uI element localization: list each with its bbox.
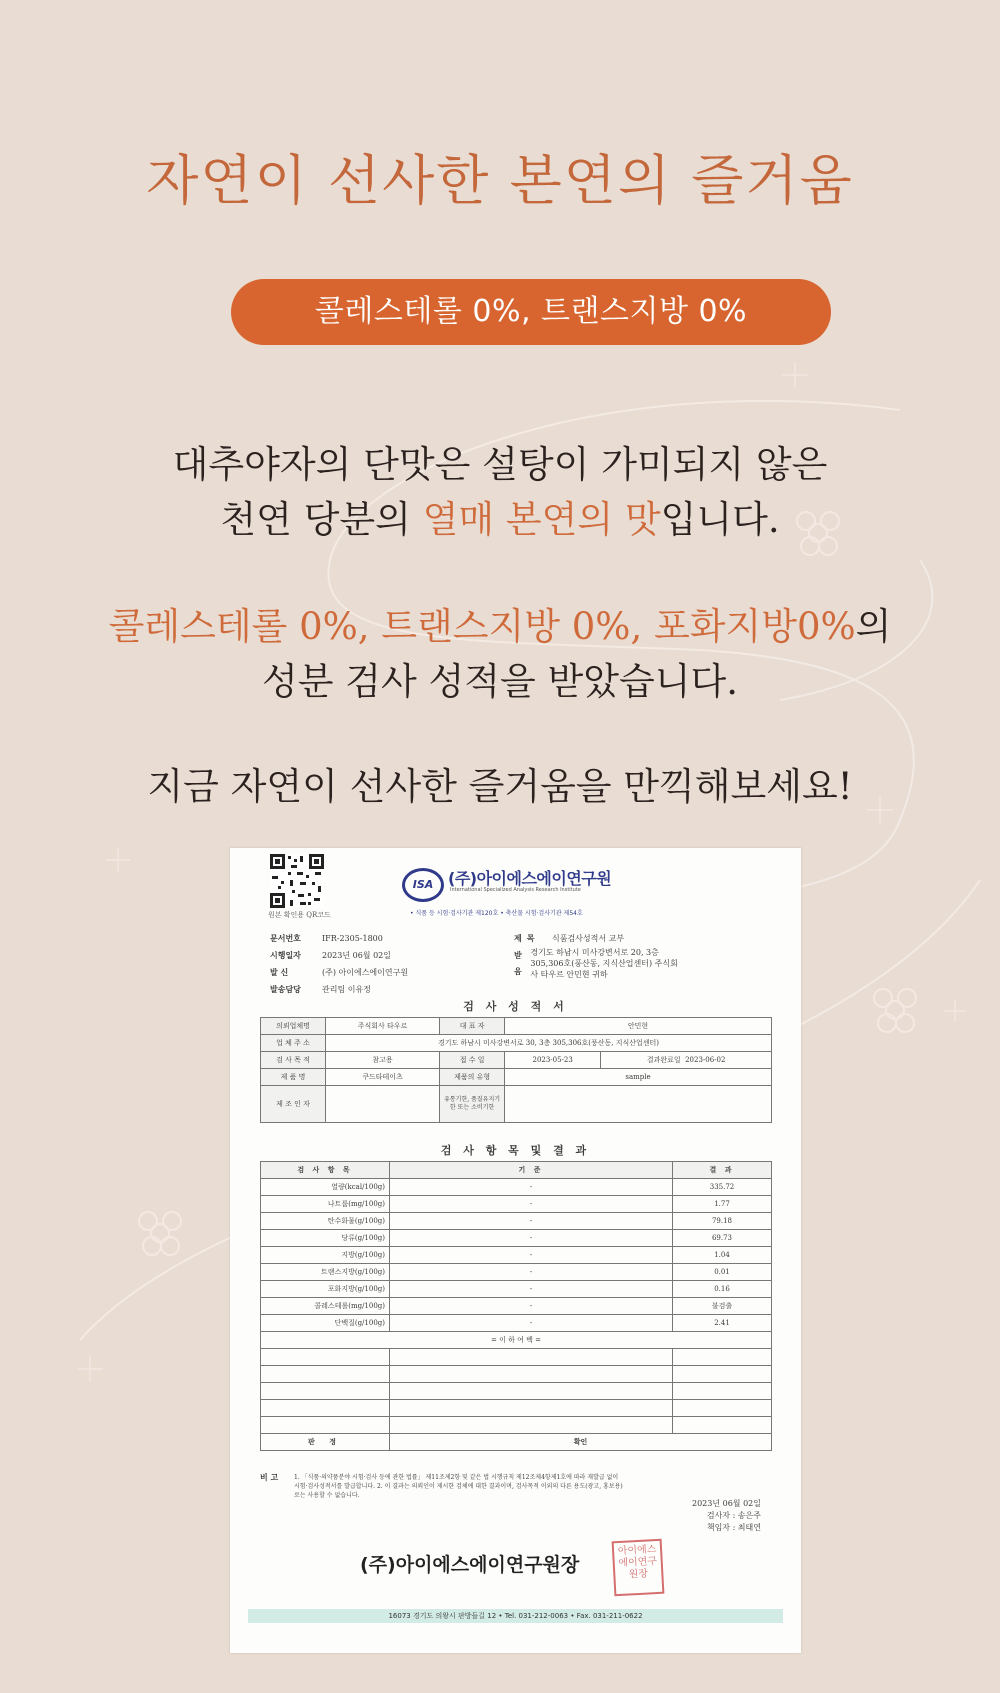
test-line-2: 성분 검사 성적을 받았습니다. — [262, 660, 738, 703]
result-standard: - — [390, 1196, 673, 1213]
header-standard: 기 준 — [390, 1162, 673, 1179]
table-row — [261, 1230, 772, 1247]
certificate-footer: 16073 경기도 의왕시 판방들길 12 • Tel. 031-212-0063 • Fax. 031-211-0622 — [248, 1609, 783, 1623]
lab-name: (주)아이에스에이연구원 — [448, 869, 612, 888]
header-item: 검 사 항 목 — [261, 1162, 390, 1179]
type-value: sample — [505, 1069, 772, 1086]
results-table — [260, 1161, 772, 1451]
nutrition-claim-badge: 콜레스테롤 0%, 트랜스지방 0% — [231, 279, 831, 345]
purpose-label: 검 사 목 적 — [261, 1052, 326, 1069]
meta-value: 경기도 하남시 미사강변서로 20, 3층 305,306호(풍산동, 지식산업센터) 주식회사 타우르 안민현 귀하 — [530, 948, 678, 979]
result-value: 1.04 — [673, 1247, 772, 1264]
sign-date: 2023년 06월 02일 — [692, 1499, 761, 1508]
rep-value: 안민현 — [505, 1018, 772, 1035]
address-label: 업 체 주 소 — [261, 1035, 326, 1052]
results-header-row — [261, 1162, 772, 1179]
empty-row — [261, 1349, 772, 1366]
table-row — [261, 1196, 772, 1213]
type-label: 제품의 유형 — [440, 1069, 505, 1086]
meta-row — [270, 930, 408, 947]
test-text: 의 — [855, 605, 892, 648]
table-row — [261, 1179, 772, 1196]
applicant-value: 주식회사 타우르 — [326, 1018, 440, 1035]
received-value: 2023-05-23 — [505, 1052, 601, 1069]
test-result-description — [0, 599, 1000, 709]
result-item: 당류(g/100g) — [261, 1230, 390, 1247]
maker-value — [326, 1086, 440, 1123]
certificate-title: 검 사 성 적 서 — [463, 1000, 568, 1013]
empty-row — [261, 1366, 772, 1383]
closing-message: 지금 자연이 선사한 즐거움을 만끽해보세요! — [147, 765, 853, 808]
meta-value: 2023년 06월 02일 — [322, 951, 391, 960]
result-value: 0.01 — [673, 1264, 772, 1281]
end-row — [261, 1332, 772, 1349]
empty-row — [261, 1383, 772, 1400]
product-label: 제 품 명 — [261, 1069, 326, 1086]
results-title: 검 사 항 목 및 결 과 — [440, 1144, 591, 1157]
empty-row — [261, 1400, 772, 1417]
sweetness-description — [0, 437, 1000, 547]
address-value: 경기도 하남시 미사강변서로 30, 3층 305,306호(풍산동, 지식산업센터) — [326, 1035, 772, 1052]
meta-row — [270, 947, 408, 964]
isa-logo-icon: ISA — [402, 868, 444, 902]
table-row — [261, 1213, 772, 1230]
result-value: 69.73 — [673, 1230, 772, 1247]
meta-row — [270, 964, 408, 981]
result-standard: - — [390, 1213, 673, 1230]
description-line-1: 대추야자의 단맛은 설탕이 가미되지 않은 — [172, 443, 828, 486]
applicant-info-table — [260, 1017, 772, 1123]
result-standard: - — [390, 1315, 673, 1332]
description-line-2 — [0, 492, 1000, 547]
expiry-value — [505, 1086, 772, 1123]
result-standard: - — [390, 1179, 673, 1196]
result-value: 335.72 — [673, 1179, 772, 1196]
lab-accreditation: • 식품 등 시험·검사기관 제120호 • 축산물 시험·검사기관 제54호 — [410, 910, 583, 917]
issued-label: 결과완료일 — [646, 1056, 681, 1064]
result-item: 트랜스지방(g/100g) — [261, 1264, 390, 1281]
received-label: 접 수 일 — [440, 1052, 505, 1069]
header-result: 결 과 — [673, 1162, 772, 1179]
issued-cell — [601, 1052, 772, 1069]
result-value: 79.18 — [673, 1213, 772, 1230]
description-text: 천연 당분의 — [220, 498, 423, 541]
remarks-label: 비 고 — [260, 1472, 279, 1482]
result-item: 단백질(g/100g) — [261, 1315, 390, 1332]
meta-value: (주) 아이에스에이연구원 — [322, 968, 409, 977]
result-standard: - — [390, 1230, 673, 1247]
meta-row — [514, 947, 684, 980]
document-meta — [270, 930, 408, 998]
inspector: 검사자 : 송은주 — [706, 1511, 761, 1520]
signoff — [692, 1498, 761, 1534]
qr-caption: 원본 확인용 QR코드 — [268, 911, 331, 919]
meta-value: 관리팀 이유정 — [322, 985, 371, 994]
result-standard: - — [390, 1281, 673, 1298]
product-value: 쿠드타테이츠 — [326, 1069, 440, 1086]
end-mark: = 이 하 여 백 = — [261, 1332, 772, 1349]
table-row — [261, 1247, 772, 1264]
meta-value: 식품검사성적서 교부 — [552, 934, 625, 943]
judgement-label: 판 정 — [261, 1434, 390, 1451]
page-headline: 자연이 선사한 본연의 즐거움 — [146, 149, 854, 212]
table-row — [261, 1298, 772, 1315]
remarks-text: 1. 「식품·의약품분야 시험·검사 등에 관한 법률」 제11조제2항 및 같은 법 시행규칙 제12조제4항제1호에 따라 재발급 없이 시험·검사성적서를 발급합니다. 2. 이 결과는 의뢰인이 제시한 검체에 대한 결과이며, 검사목적 이외의 다른 용도(광고, 홍보용)로는 사용할 수 없습니다. — [294, 1474, 623, 1499]
meta-key: 문서번호 — [270, 933, 301, 943]
result-item: 콜레스테롤(mg/100g) — [261, 1298, 390, 1315]
meta-key: 발 신 — [270, 967, 289, 977]
meta-key: 받음 — [514, 950, 527, 976]
table-row — [261, 1264, 772, 1281]
meta-value: IFR-2305-1800 — [322, 934, 383, 943]
rep-label: 대 표 자 — [440, 1018, 505, 1035]
lab-name-english: International Specialized Analysis Research Institute — [450, 887, 581, 893]
result-value: 1.77 — [673, 1196, 772, 1213]
issued-value: 2023-06-02 — [685, 1056, 726, 1064]
result-item: 포화지방(g/100g) — [261, 1281, 390, 1298]
official-seal-icon: 아이에스에이연구원장 — [612, 1539, 665, 1597]
empty-row — [261, 1417, 772, 1434]
recipient-meta — [514, 930, 684, 980]
result-value: 불검출 — [673, 1298, 772, 1315]
test-certificate — [230, 848, 801, 1653]
applicant-label: 의뢰업체명 — [261, 1018, 326, 1035]
manager: 책임자 : 최태연 — [706, 1523, 761, 1532]
remarks — [260, 1473, 772, 1500]
judgement-value: 확인 — [390, 1434, 772, 1451]
meta-key: 발송담당 — [270, 984, 301, 994]
purpose-value: 참고용 — [326, 1052, 440, 1069]
meta-key: 제목 — [514, 933, 540, 943]
result-standard: - — [390, 1247, 673, 1264]
judgement-row — [261, 1434, 772, 1451]
description-highlight: 열매 본연의 맛 — [422, 498, 661, 541]
organization-name: (주)아이에스에이연구원장 — [360, 1554, 580, 1576]
expiry-label: 유통기한, 품질유지기한 또는 소비기한 — [440, 1086, 505, 1123]
result-standard: - — [390, 1298, 673, 1315]
result-item: 나트륨(mg/100g) — [261, 1196, 390, 1213]
result-item: 열량(kcal/100g) — [261, 1179, 390, 1196]
test-line-1 — [0, 599, 1000, 654]
meta-row — [514, 930, 684, 947]
result-value: 2.41 — [673, 1315, 772, 1332]
test-highlight: 콜레스테롤 0%, 트랜스지방 0%, 포화지방0% — [108, 605, 856, 648]
maker-label: 제 조 인 자 — [261, 1086, 326, 1123]
qr-code-icon — [270, 854, 324, 908]
result-item: 지방(g/100g) — [261, 1247, 390, 1264]
table-row — [261, 1315, 772, 1332]
result-value: 0.16 — [673, 1281, 772, 1298]
result-item: 탄수화물(g/100g) — [261, 1213, 390, 1230]
table-row — [261, 1281, 772, 1298]
description-text-end: 입니다. — [660, 498, 780, 541]
meta-key: 시행일자 — [270, 950, 301, 960]
meta-row — [270, 981, 408, 998]
result-standard: - — [390, 1264, 673, 1281]
